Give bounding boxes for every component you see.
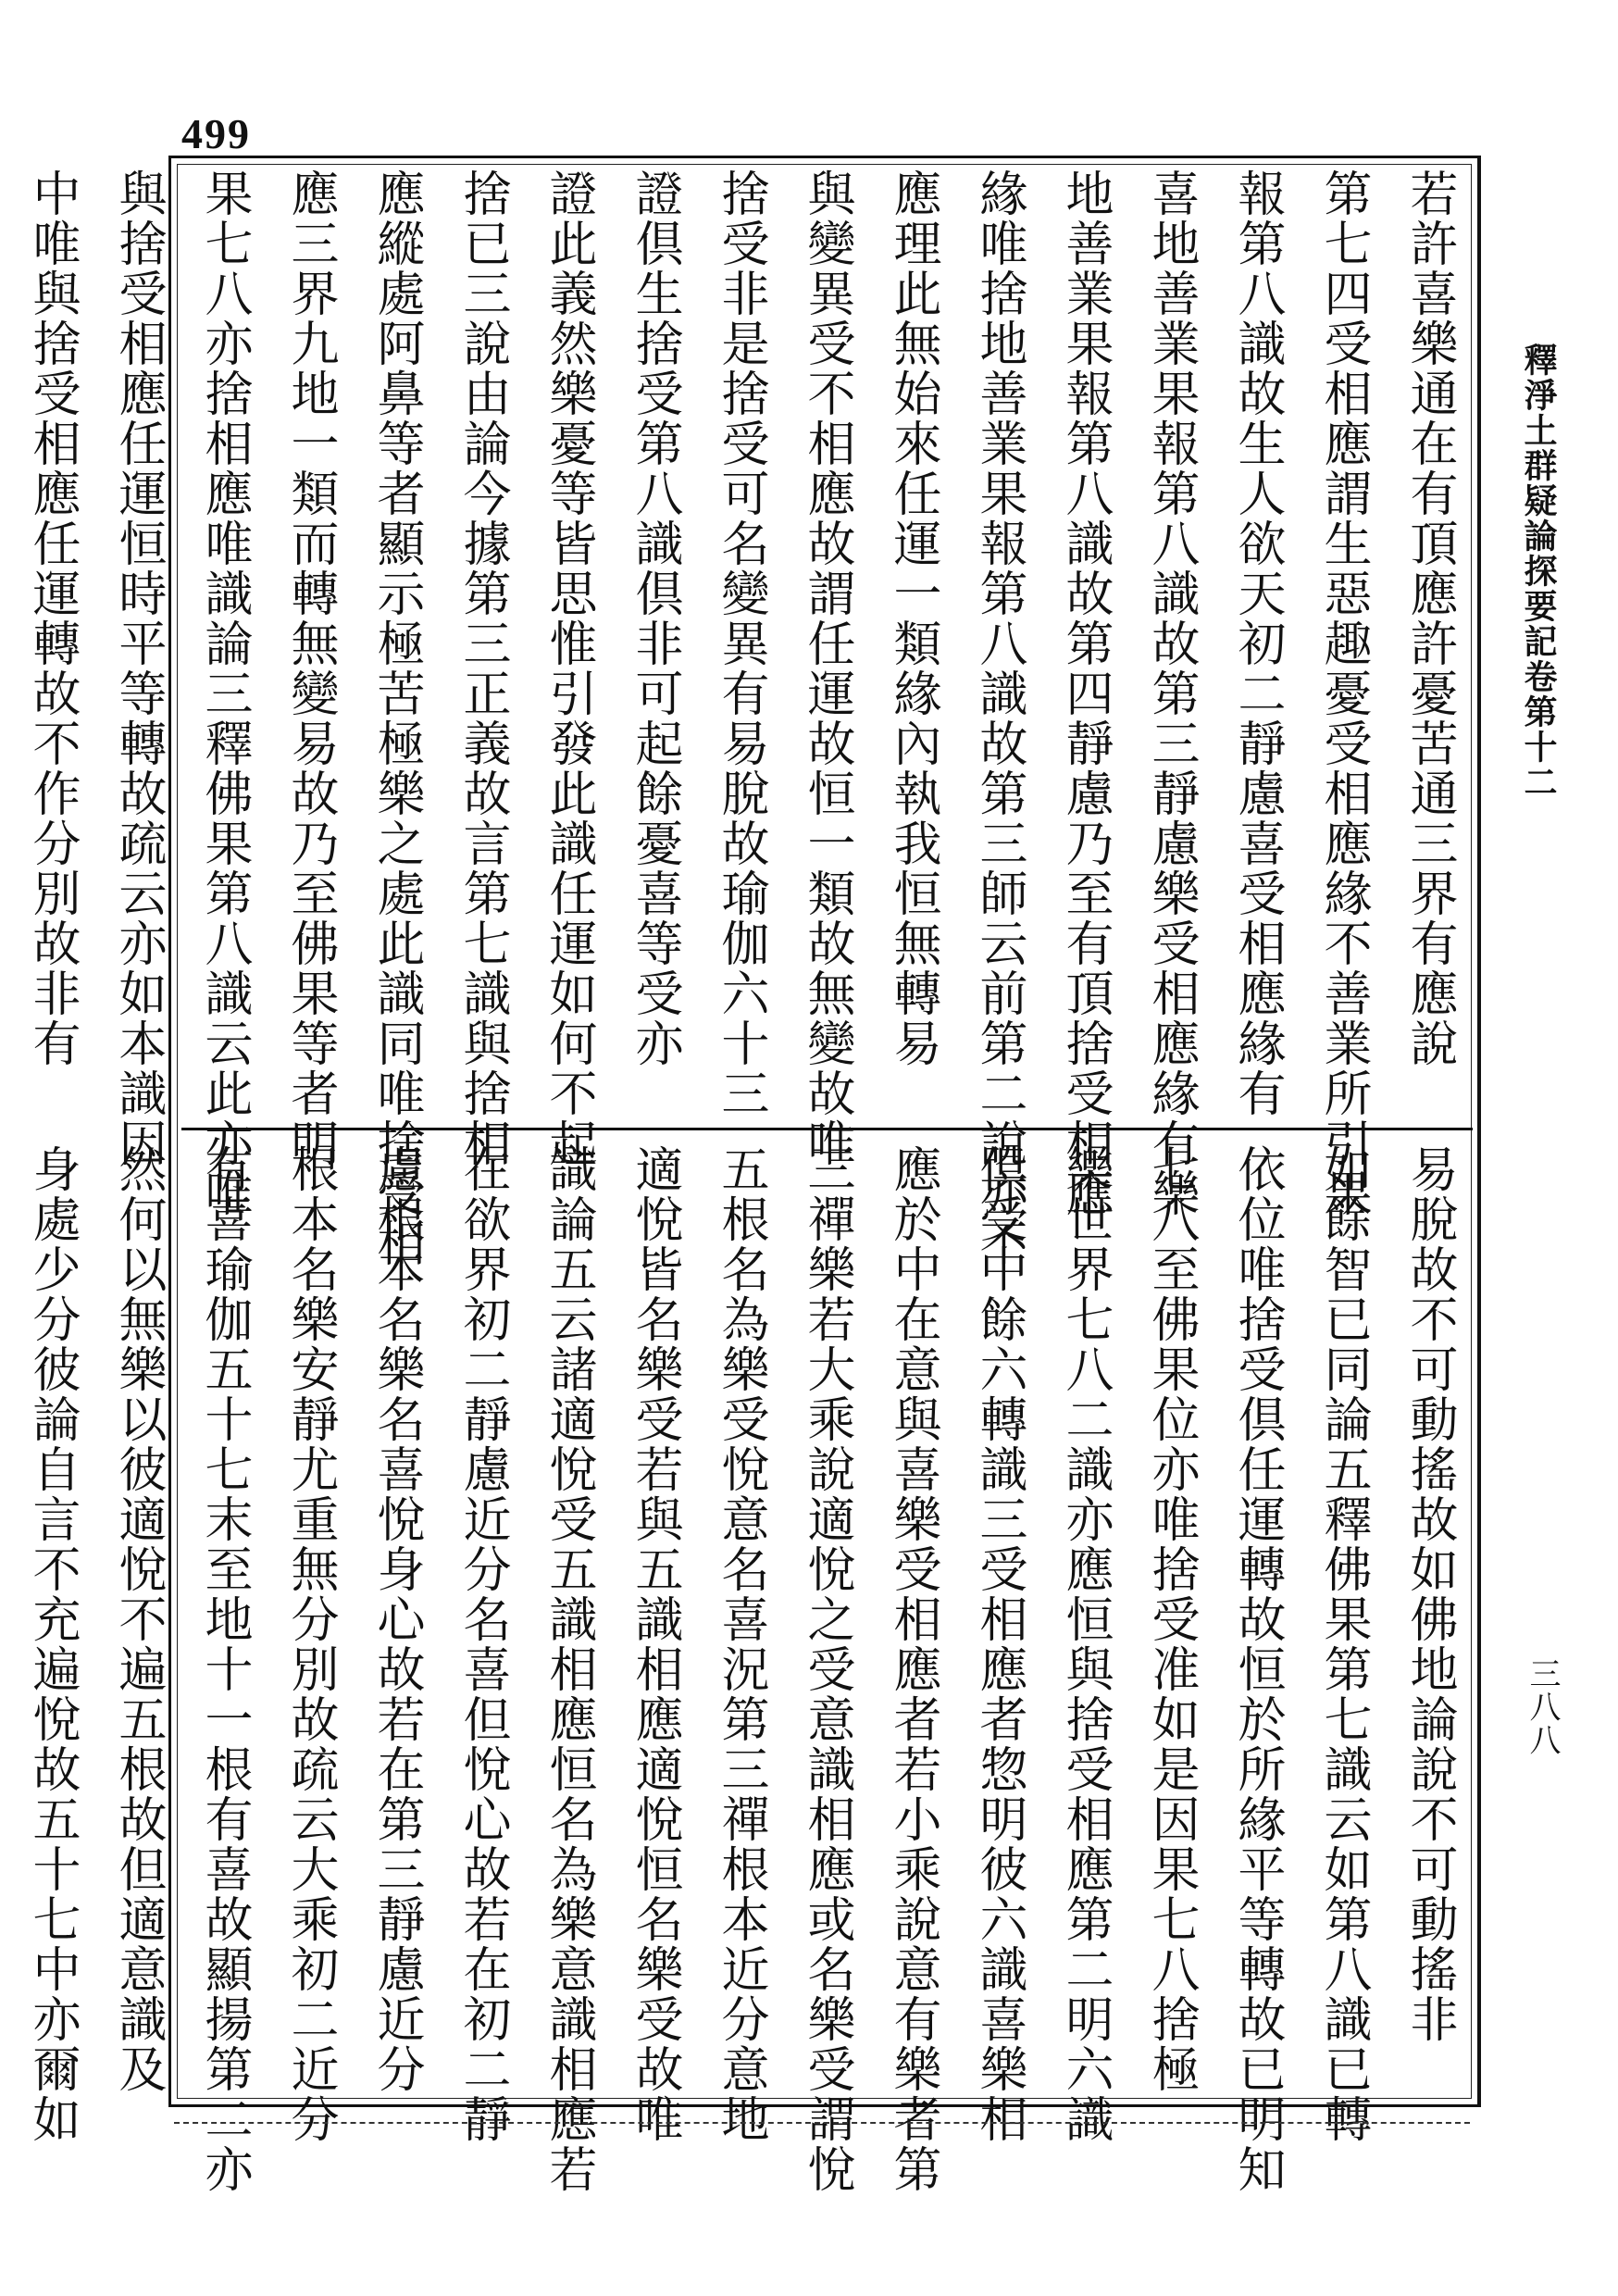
lower-line: 根本名樂安靜尤重無分別故疏云大乘初二近分 xyxy=(282,1144,338,2144)
upper-text-block xyxy=(24,168,1472,1268)
upper-line: 捨已三說由論今據第三正義故言第七識與捨相 xyxy=(454,168,510,1168)
upper-line: 報第八識故生人欲天初二靜慮喜受相應緣有 xyxy=(1229,168,1285,1118)
lower-line: 然何以無樂以彼適悅不遍五根故但適意識及 xyxy=(110,1144,166,2094)
lower-line: 識論五云諸適悅受五識相應恒名為樂意識相應若 xyxy=(541,1144,596,2194)
lower-line: 有喜瑜伽五十七末至地十一根有喜故顯揚第二亦 xyxy=(196,1144,252,2194)
upper-line: 中唯與捨受相應任運轉故不作分別故非有 xyxy=(24,168,80,1068)
lower-line: 慮根本名樂名喜悅身心故若在第三靜慮近分 xyxy=(368,1144,424,2094)
upper-line: 地善業果報第八識故第四靜慮乃至有頂捨受相應 xyxy=(1057,168,1113,1218)
lower-line: 依位唯捨受倶任運轉故恒於所緣平等轉故已明知 xyxy=(1229,1144,1285,2194)
upper-line: 應理此無始來任運一類緣內執我恒無轉易 xyxy=(885,168,940,1068)
section-divider xyxy=(181,1128,1473,1130)
upper-line: 喜地善業果報第八識故第三靜慮樂受相應緣有樂 xyxy=(1143,168,1199,1218)
upper-line: 果七八亦捨相應唯識論三釋佛果第八識云此亦唯 xyxy=(196,168,252,1218)
page-number: 499 xyxy=(181,110,251,157)
upper-line: 與變異受不相應故謂任運故恒一類故無變故唯 xyxy=(799,168,854,1168)
upper-line: 捨受非是捨受可名變異有易脫故瑜伽六十三 xyxy=(713,168,768,1118)
lower-line: 適悅皆名樂受若與五識相應適悅恒名樂受故唯 xyxy=(627,1144,682,2144)
folio-number: 三八八 xyxy=(1524,1657,1561,1757)
lower-line: 如餘智已同論五釋佛果第七識云如第八識已轉 xyxy=(1315,1144,1371,2144)
lower-line: 樂世界七八二識亦應恒與捨受相應第二明六識 xyxy=(1057,1144,1113,2144)
upper-line: 證此義然樂憂等皆思惟引發此識任運如何不起 xyxy=(541,168,596,1168)
upper-line: 若許喜樂通在有頂應許憂苦通三界有應說 xyxy=(1401,168,1457,1068)
lower-line: 倶受中餘六轉識三受相應者惣明彼六識喜樂相 xyxy=(971,1144,1027,2144)
lower-line: 在欲界初二靜慮近分名喜但悅心故若在初二靜 xyxy=(454,1144,510,2144)
upper-line: 應三界九地一類而轉無變易故乃至佛果等者明 xyxy=(282,168,338,1168)
lower-line: 七八至佛果位亦唯捨受准如是因果七八捨極 xyxy=(1143,1144,1199,2094)
lower-line: 應於中在意與喜樂受相應者若小乘說意有樂者第 xyxy=(885,1144,940,2194)
upper-line: 緣唯捨地善業果報第八識故第三師云前第二說亦不 xyxy=(971,168,1027,1268)
upper-line: 第七四受相應謂生惡趣憂受相應緣不善業所引果 xyxy=(1315,168,1371,1218)
upper-line: 應縱處阿鼻等者顯示極苦極樂之處此識同唯捨受相 xyxy=(368,168,424,1268)
upper-line: 與捨受相應任運恒時平等轉故疏云亦如本識因 xyxy=(110,168,166,1168)
upper-line: 證倶生捨受第八識倶非可起餘憂喜等受亦 xyxy=(627,168,682,1068)
bottom-rule xyxy=(174,2122,1470,2124)
running-title: 釋淨土群疑論探要記卷第十二 xyxy=(1519,343,1558,800)
lower-line: 五根名為樂受悅意名喜況第三禪根本近分意地 xyxy=(713,1144,768,2144)
lower-text-block xyxy=(24,1144,1472,2194)
lower-line: 易脫故不可動搖故如佛地論說不可動搖非 xyxy=(1401,1144,1457,2044)
lower-line: 身處少分彼論自言不充遍悅故五十七中亦爾如 xyxy=(24,1144,80,2144)
lower-line: 三禪樂若大乘說適悅之受意識相應或名樂受謂悅 xyxy=(799,1144,854,2194)
